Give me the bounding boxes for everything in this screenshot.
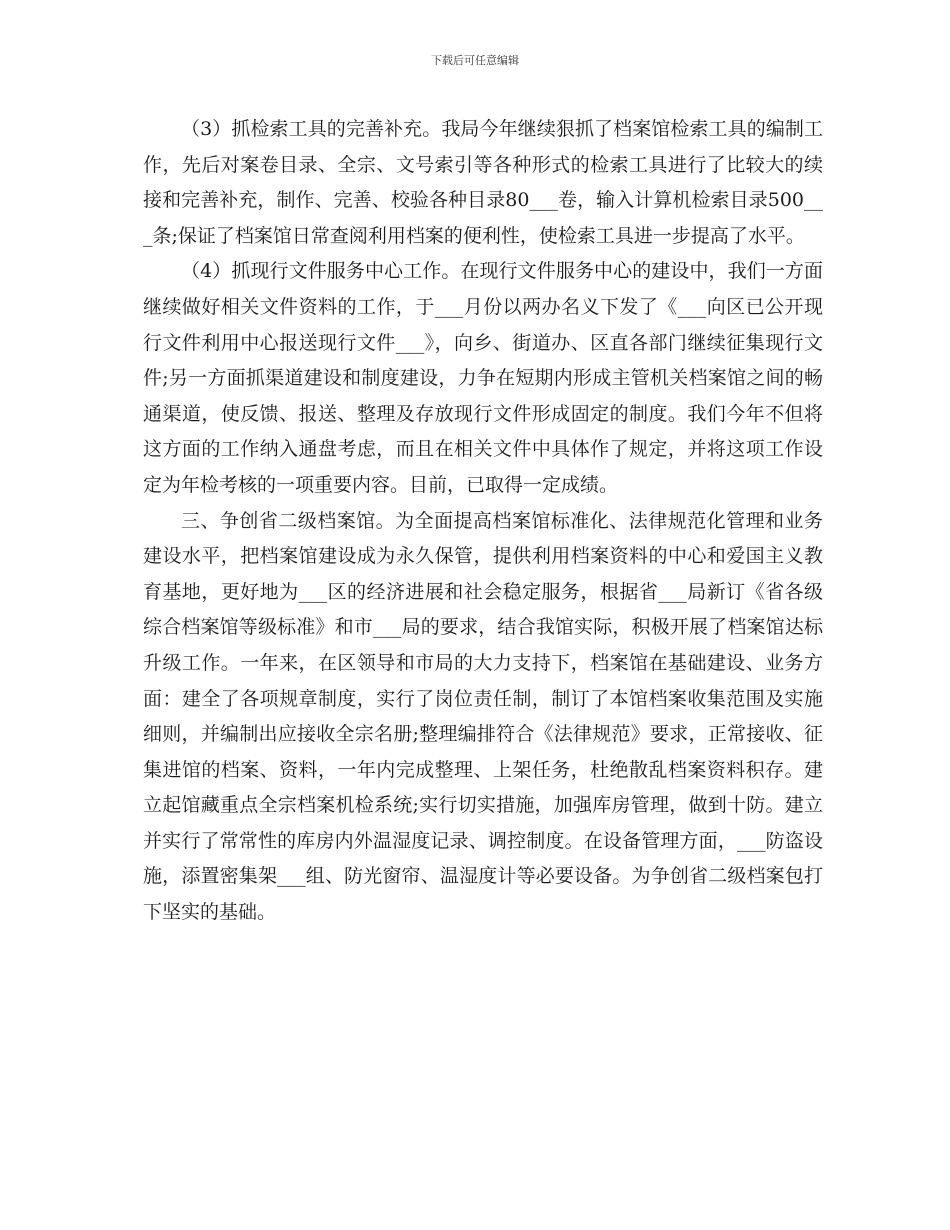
paragraph-provincial-archive-upgrade: 三、争创省二级档案馆。为全面提高档案馆标准化、法律规范化管理和业务建设水平，把档案馆建设成为永久保管，提供利用档案资料的中心和爱国主义教育基地，更好地为___区的经济进展和社会稳定服务，根据省___局新订《省各级综合档案馆等级标准》和市___局的要求，结合我馆实际，积极开展了档案馆达标升级工作。一年来，在区领导和市局的大力支持下，档案馆在基础建设、业务方面：建全了各项规章制度，实行了岗位责任制，制订了本馆档案收集范围及实施细则，并编制出应接收全宗名册;整理编排符合《法律规范》要求，正常接收、征集进馆的档案、资料，一年内完成整理、上架任务，杜绝散乱档案资料积存。建立起馆藏重点全宗档案机检系统;实行切实措施，加强库房管理，做到十防。建立并实行了常常性的库房内外温湿度记录、调控制度。在设备管理方面，___防盗设施，添置密集架___组、防光窗帘、温湿度计等必要设备。为争创省二级档案包打下坚实的基础。 bbox=[143, 509, 823, 924]
document-body bbox=[143, 112, 823, 931]
paragraph-current-documents-center: （4）抓现行文件服务中心工作。在现行文件服务中心的建设中，我们一方面继续做好相关文件资料的工作，于___月份以两办名义下发了《___向区已公开现行文件利用中心报送现行文件___》，向乡、街道办、区直各部门继续征集现行文件;另一方面抓渠道建设和制度建设，力争在短期内形成主管机关档案馆之间的畅通渠道，使反馈、报送、整理及存放现行文件形成固定的制度。我们今年不但将这方面的工作纳入通盘考虑，而且在相关文件中具体作了规定，并将这项工作设定为年检考核的一项重要内容。目前，已取得一定成绩。 bbox=[143, 260, 823, 496]
paragraph-retrieval-tools: （3）抓检索工具的完善补充。我局今年继续狠抓了档案馆检索工具的编制工作，先后对案卷目录、全宗、文号索引等各种形式的检索工具进行了比较大的续接和完善补充，制作、完善、校验各种目录80___卷，输入计算机检索目录500___条;保证了档案馆日常查阅利用档案的便利性，使检索工具进一步提高了水平。 bbox=[143, 118, 823, 247]
page-header: 下载后可任意编辑 bbox=[431, 54, 519, 67]
